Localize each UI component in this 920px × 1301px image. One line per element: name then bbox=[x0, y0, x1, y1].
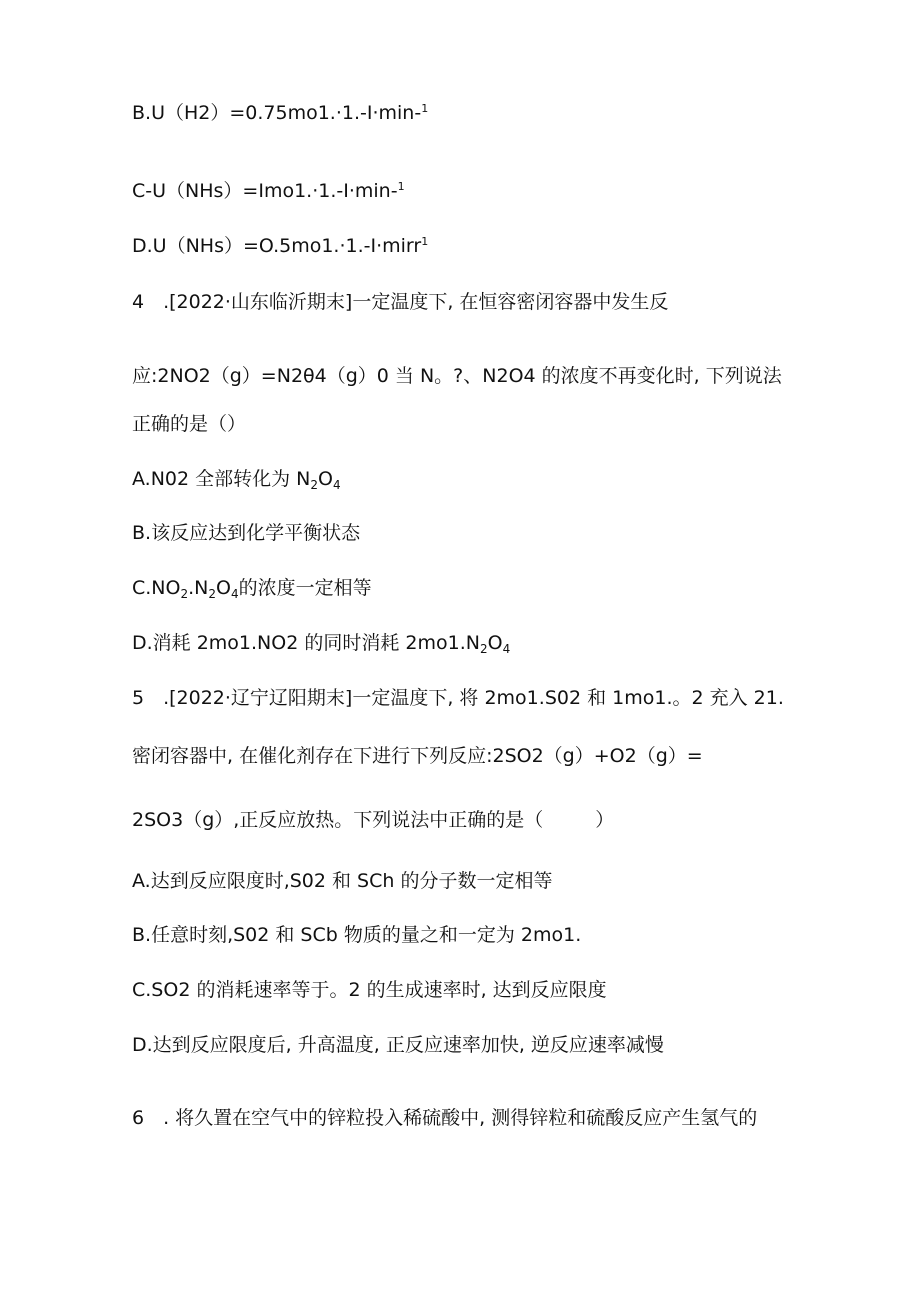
question-4-stem: 4 .[2022·山东临沂期末]一定温度下, 在恒容密闭容器中发生反 bbox=[132, 291, 669, 313]
question-5-option-c: C.SO2 的消耗速率等于。2 的生成速率时, 达到反应限度 bbox=[132, 979, 607, 1001]
question-5-option-b: B.任意时刻,S02 和 SCb 物质的量之和一定为 2mo1. bbox=[132, 924, 582, 946]
question-5-prompt: 2SO3（g）,正反应放热。下列说法中正确的是（ ） bbox=[132, 809, 615, 831]
option-d-rate-nh3: D.U（NHs）=O.5mo1.·1.-I·mirr$^1$ bbox=[132, 235, 429, 257]
question-5-stem: 5 .[2022·辽宁辽阳期末]一定温度下, 将 2mo1.S02 和 1mo1.。2 充入 21. bbox=[132, 687, 784, 709]
option-c-rate-nh3: C-U（NHs）=Imo1.·1.-I·min-$^1$ bbox=[132, 180, 405, 202]
question-4-option-b: B.该反应达到化学平衡状态 bbox=[132, 522, 361, 544]
question-4-prompt: 正确的是（） bbox=[132, 413, 247, 435]
question-5-option-d: D.达到反应限度后, 升高温度, 正反应速率加快, 逆反应速率减慢 bbox=[132, 1034, 664, 1056]
question-4-option-c: $C.NO_2.N_2O_4$的浓度一定相等 bbox=[132, 577, 372, 601]
question-5-stem-cont: 密闭容器中, 在催化剂存在下进行下列反应:2SO2（g）+O2（g）= bbox=[132, 745, 703, 767]
question-6-stem: 6 . 将久置在空气中的锌粒投入稀硫酸中, 测得锌粒和硫酸反应产生氢气的 bbox=[132, 1107, 758, 1129]
option-b-rate-h2: B.U（H2）=0.75mo1.·1.-I·min-$^1$ bbox=[132, 102, 429, 124]
question-4-option-a: A.N02 全部转化为 $N_2O_4$ bbox=[132, 468, 341, 492]
question-4-option-d: D.消耗 2mo1.NO2 的同时消耗 $2mo1.N_2O_4$ bbox=[132, 632, 511, 656]
question-5-option-a: A.达到反应限度时,S02 和 SCh 的分子数一定相等 bbox=[132, 870, 553, 892]
question-4-stem-cont: 应:2NO2（g）=N2θ4（g）0 当 N。?、N2O4 的浓度不再变化时, 下列说法 bbox=[132, 365, 782, 387]
